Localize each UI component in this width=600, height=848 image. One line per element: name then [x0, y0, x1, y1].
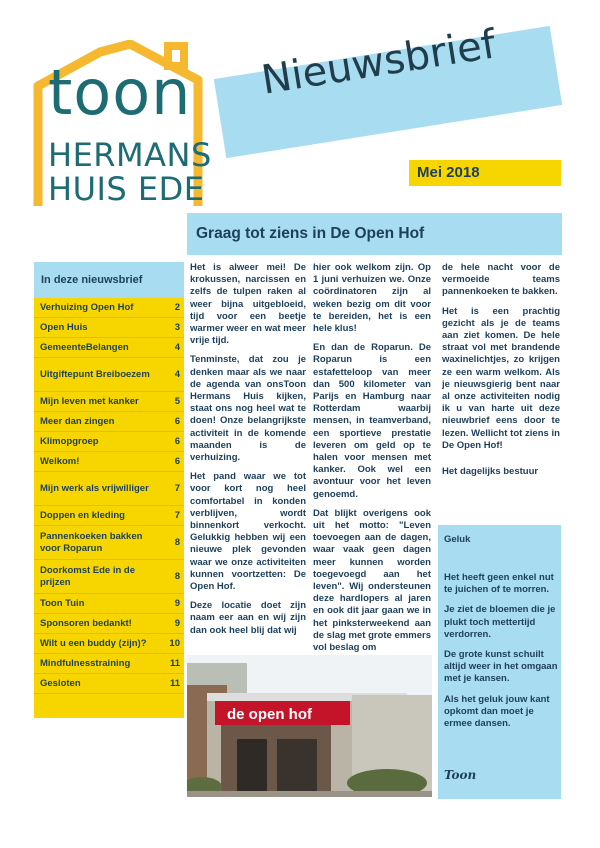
toc-item[interactable]	[34, 674, 184, 694]
toc-item[interactable]	[34, 432, 184, 452]
paragraph: Het is een prachtig gezicht als je de teams aan ziet komen. De hele straat vol met brandende waxinelichtjes, zo krijgen ze een warm welkom. Als je nieuwsgierig bent naar al onze activiteiten nodig ik u van harte uit deze nieuwbrief eens door te lezen. Wellicht tot ziens in De Open Hof!	[442, 305, 560, 451]
article-column-1	[190, 262, 306, 644]
toc-item-page: 11	[169, 658, 180, 669]
toc-item[interactable]	[34, 526, 184, 560]
toc-item[interactable]	[34, 412, 184, 432]
toc-item-page: 7	[174, 510, 180, 521]
toc-item-label: Pannenkoeken bakken voor Roparun	[40, 530, 143, 554]
toc-item-page: 8	[174, 537, 180, 548]
poem-stanza: Je ziet de bloemen die je plukt toch mettertijd verdorren.	[444, 604, 556, 640]
building-photo	[187, 655, 432, 797]
toc-item-page: 6	[174, 436, 180, 447]
toc-item-page: 4	[174, 369, 180, 380]
poem-body	[444, 572, 560, 738]
toc-item[interactable]	[34, 614, 184, 634]
poem-stanza: De grote kunst schuilt altijd weer in het omgaan met je kansen.	[444, 649, 558, 685]
toc-item-page: 10	[169, 638, 180, 649]
toc-item-page: 9	[174, 598, 180, 609]
toc-item-label: Sponsoren bedankt!	[40, 617, 132, 629]
issue-date: Mei 2018	[417, 164, 480, 181]
toc-item[interactable]	[34, 338, 184, 358]
toc-item[interactable]	[34, 358, 184, 392]
toc-item-label: Wilt u een buddy (zijn)?	[40, 637, 147, 649]
toc-item-page: 2	[174, 302, 180, 313]
article-column-2	[313, 262, 431, 661]
toc-item-label: Doppen en kleding	[40, 509, 125, 521]
paragraph: Tenminste, dat zou je denken maar als we naar de agenda van onsToon Hermans Huis kijken, staat ons nog heel wat te doen! Onze belangrijkste activiteit in de komende maanden is de verhuizing.	[190, 354, 306, 464]
logo-hermans-text: HERMANS	[48, 136, 212, 174]
toc-item[interactable]	[34, 594, 184, 614]
toc-item-label: Verhuizing Open Hof	[40, 301, 134, 313]
toc-item-page: 6	[174, 456, 180, 467]
toc-item-label: Meer dan zingen	[40, 415, 115, 427]
paragraph: Deze locatie doet zijn naam eer aan en wij zijn dan ook heel blij dat wij	[190, 600, 306, 636]
toc-item-page: 8	[174, 571, 180, 582]
poem-stanza: Het heeft geen enkel nut te juichen of te morren.	[444, 572, 554, 596]
toc-item-page: 9	[174, 618, 180, 629]
toc-item[interactable]	[34, 634, 184, 654]
toc-title: In deze nieuwsbrief	[41, 274, 143, 286]
toc-item[interactable]	[34, 506, 184, 526]
article-column-3	[442, 262, 560, 485]
paragraph: En dan de Roparun. De Roparun is een estafetteloop van meer dan 500 kilometer van Parijs en Hamburg naar Rotterdam waarbij mensen, in teamverband, een sportieve prestatie leveren om geld op te halen voor mensen met kanker. Ook wel een avontuur voor het leven genoemd.	[313, 342, 431, 500]
toc-item[interactable]	[34, 560, 184, 594]
toc-item-label: Open Huis	[40, 321, 88, 333]
table-of-contents	[34, 298, 184, 718]
toc-item-label: GemeenteBelangen	[40, 341, 129, 353]
logo-huis-ede-text: HUIS EDE	[48, 170, 205, 208]
toc-item-page: 3	[174, 322, 180, 333]
toc-item-page: 5	[174, 396, 180, 407]
toc-item-label: Mijn leven met kanker	[40, 395, 139, 407]
toc-item-label: Welkom!	[40, 455, 80, 467]
paragraph: Het is alweer mei! De krokussen, narcissen en zelfs de tulpen raken al weer bijna uitgebloeid, tijd voor een beetje warmer weer en wat meer vrije tijd.	[190, 262, 306, 347]
toc-item[interactable]	[34, 452, 184, 472]
toc-item-label: Klimopgroep	[40, 435, 99, 447]
toc-item[interactable]	[34, 472, 184, 506]
toc-item-page: 7	[174, 483, 180, 494]
toc-item-label: Mijn werk als vrijwilliger	[40, 482, 149, 494]
poem-stanza: Als het geluk jouw kant opkomt dan moet je ermee dansen.	[444, 693, 550, 730]
newsletter-title: Nieuwsbrief	[258, 21, 499, 104]
toc-item-page: 11	[169, 678, 180, 689]
toc-item[interactable]	[34, 654, 184, 674]
paragraph: Dat blijkt overigens ook uit het motto: "Leven toevoegen aan de dagen, waar vaak geen dagen meer kunnen worden toegevoegd aan het leven". Wij ondersteunen deze hardlopers al jaren en ook dit jaar gaan we in het pinksterweekend aan de slag met grote emmers vol beslag om	[313, 507, 431, 654]
toc-item-label: Toon Tuin	[40, 597, 85, 609]
toc-item-page: 4	[174, 342, 180, 353]
toc-item[interactable]	[34, 392, 184, 412]
poem-title: Geluk	[444, 534, 471, 545]
toc-item-label: Doorkomst Ede in de prijzen	[40, 564, 136, 588]
toc-item-label: Mindfulnesstraining	[40, 657, 131, 669]
article-title: Graag tot ziens in De Open Hof	[196, 225, 425, 242]
toc-item-label: Uitgiftepunt Breiboezem	[40, 368, 150, 380]
paragraph: hier ook welkom zijn. Op 1 juni verhuizen we. Onze coördinatoren zijn al weken bezig om dit voor te bereiden, het is een hele klus!	[313, 262, 431, 335]
poem-signature: Toon	[444, 768, 477, 782]
signature-board: Het dagelijks bestuur	[442, 466, 539, 478]
toc-item-label: Gesloten	[40, 677, 81, 689]
logo-toon-text: toon	[48, 56, 192, 129]
toc-item-page: 6	[174, 416, 180, 427]
photo-sign-text: de open hof	[227, 706, 312, 723]
paragraph: de hele nacht voor de vermoeide teams pannenkoeken te bakken.	[442, 262, 560, 298]
toc-item[interactable]	[34, 318, 184, 338]
toc-item[interactable]	[34, 298, 184, 318]
paragraph: Het pand waar we tot voor kort nog heel comfortabel in konden verblijven, wordt binnenkort verkocht. Gelukkig hebben wij een nieuwe plek gevonden waar we onze activiteiten kunnen voortzetten: De Open Hof.	[190, 471, 306, 593]
